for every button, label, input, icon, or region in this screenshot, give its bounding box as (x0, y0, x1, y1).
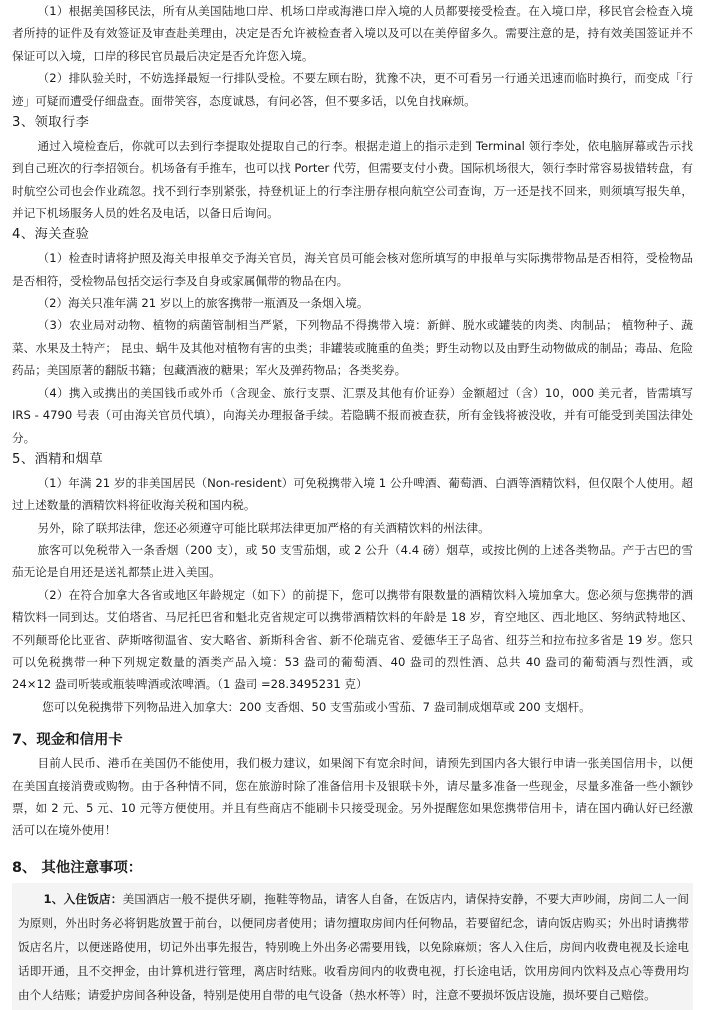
immigration-paragraph-1: （1）根据美国移民法，所有从美国陆地口岸、机场口岸或海港口岸入境的人员都要接受检查。在入境口岸，移民官会检查入境者所持的证件及有效签证及审查赴美理由，决定是否允许被检查者入境以及可以在美停留多久。需要注意的是，持有效美国签证并不保证可以入境，口岸的移民官员最后决定是否允许您入境。 (12, 4, 693, 63)
customs-paragraph-3: （3）农业局对动物、植物的病菌管制相当严紧，下列物品不得携带入境：新鲜、脱水或罐装的肉类、肉制品； 植物种子、蔬菜、水果及土特产； 昆虫、蜗牛及其他对植物有害的虫类；非罐装或腌重的鱼类；野生动物以及由野生动物做成的制品；毒品、危险药品；美国原著的翻版书籍；包藏酒液的糖果；军火及弹药物品；各类奖券。 (12, 318, 693, 378)
hotel-notes-text: 美国酒店一般不提供牙刷，拖鞋等物品，请客人自备，在饭店内，请保持安静，不要大声吵闹，房间二人一间为原则，外出时务必将钥匙放置于前台，以便同房者使用；请勿擅取房间内任何物品，若要留纪念，请向饭店购买；外出时请携带饭店名片，以便迷路使用，切记外出事先报告，特别晚上外出务必需要用钱，以免除麻烦；客人入住后，房间内收费电视及长途电话即开通，且不交押金，由计算机进行管理，离店时结账。收看房间内的收费电视，打长途电话，饮用房间内饮料及点心等费用均由个人结账；请爱护房间各种设备，特别是使用自带的电气设备（热水杯等）时，注意不要损坏饭店设施，损坏要自己赔偿。 (18, 891, 689, 1002)
hotel-notes-lead: 1、入住饭店： (43, 891, 123, 906)
cash-credit-paragraph: 目前人民币、港币在美国仍不能使用，我们极力建议，如果阁下有宽余时间，请预先到国内各大银行申请一张美国信用卡，以便在美国直接消费或购物。由于各种情不同，您在旅游时除了准备信用卡及银联卡外，请尽量多准备一些现金，尽量多准备一些小额钞票，如 2 元、5 元、10 元等方便使用。并且有些商店不能刷卡只接受现金。另外提醒您如果您携带信用卡，请在国内确认好已经激活可以在境外使用！ (12, 756, 693, 838)
alcohol-paragraph-1: （1）年满 21 岁的非美国居民（Non-resident）可免税携带入境 1 公升啤酒、葡萄酒、白酒等酒精饮料，但仅限个人使用。超过上述数量的酒精饮料将征收海关税和国内税。 (12, 475, 693, 513)
baggage-paragraph: 通过入境检查后，你就可以去到行李提取处提取自己的行李。根据走道上的指示走到 Terminal 领行李处，依电脑屏幕或告示找到自己班次的行李招领台。机场备有手推车，也可以找 Porter 代劳，但需要支付小费。国际机场很大，领行李时常容易拔错转盘，有时航空公司也会作业疏忽。找不到行李别紧张，持登机证上的行李注册存根向航空公司查询，万一还是找不回来，则须填写报失单，并记下机场服务人员的姓名及电话，以备日后询问。 (12, 138, 693, 221)
customs-paragraph-2: （2）海关只准年满 21 岁以上的旅客携带一瓶酒及一条烟入境。 (37, 296, 369, 311)
customs-paragraph-4: （4）携入或携出的美国钱币或外币（含现金、旅行支票、汇票及其他有价证券）金额超过（含）10，000 美元者，皆需填写 IRS - 4790 号表（可由海关官员代填），向海关办理报备手续。若隐瞒不报而被查获，所有金钱将被没收，并有可能受到美国法律处分。 (12, 385, 693, 445)
section-heading-customs: 4、海关查验 (12, 227, 90, 243)
section-heading-baggage: 3、领取行李 (12, 115, 90, 131)
immigration-paragraph-2: （2）排队验关时，不妨选择最短一行排队受检。不要左顾右盼，犹豫不决，更不可看另一行通关迅速而临时换行，而变成「行迹」可疑而遭受仔细盘查。面带笑容，态度诚恳，有问必答，但不要多话，以免自找麻烦。 (12, 71, 693, 108)
section-heading-alcohol-tobacco: 5、酒精和烟草 (12, 451, 104, 467)
alcohol-paragraph-4: （2）在符合加拿大各省或地区年龄规定（如下）的前提下，您可以携带有限数量的酒精饮料入境加拿大。您必须与您携带的酒精饮料一同到达。艾伯塔省、马尼托巴省和魁北克省规定可以携带酒精饮料的年龄是 18 岁，育空地区、西北地区、努纳武特地区、不列颠哥伦比亚省、萨斯喀彻温省、安大略省、新斯科舍省、新不伦瑞克省、爱德华王子岛省、纽芬兰和拉布拉多省是 19 岁。您只可以免税携带一种下列规定数量的酒类产品入境：53 盎司的葡萄酒、40 盎司的烈性酒、总共 40 盎司的葡萄酒与烈性酒，或 24×12 盎司听装或瓶装啤酒或浓啤酒。（1 盎司 =28.3495231 克） (12, 587, 693, 692)
alcohol-paragraph-2: 另外，除了联邦法律，您还必须遵守可能比联邦法律更加严格的有关酒精饮料的州法律。 (37, 520, 490, 535)
section-heading-cash-credit: 7、现金和信用卡 (12, 732, 123, 749)
alcohol-paragraph-3: 旅客可以免税带入一条香烟（200 支），或 50 支雪茄烟，或 2 公升（4.4 磅）烟草，或按比例的上述各类物品。产于古巴的雪茄无论是自用还是送礼都禁止进入美国。 (12, 542, 693, 580)
customs-paragraph-1: （1）检查时请将护照及海关申报单交予海关官员，海关官员可能会核对您所填写的申报单与实际携带物品是否相符，受检物品是否相符，受检物品包括交运行李及自身或家属佩带的物品在内。 (12, 251, 693, 288)
alcohol-paragraph-5: 您可以免税携带下列物品进入加拿大：200 支香烟、50 支雪茄或小雪茄、7 盎司制成烟草或 200 支烟杆。 (42, 699, 591, 714)
hotel-notes-block (12, 883, 693, 1010)
section-heading-other-notes: 8、 其他注意事项： (12, 859, 143, 876)
